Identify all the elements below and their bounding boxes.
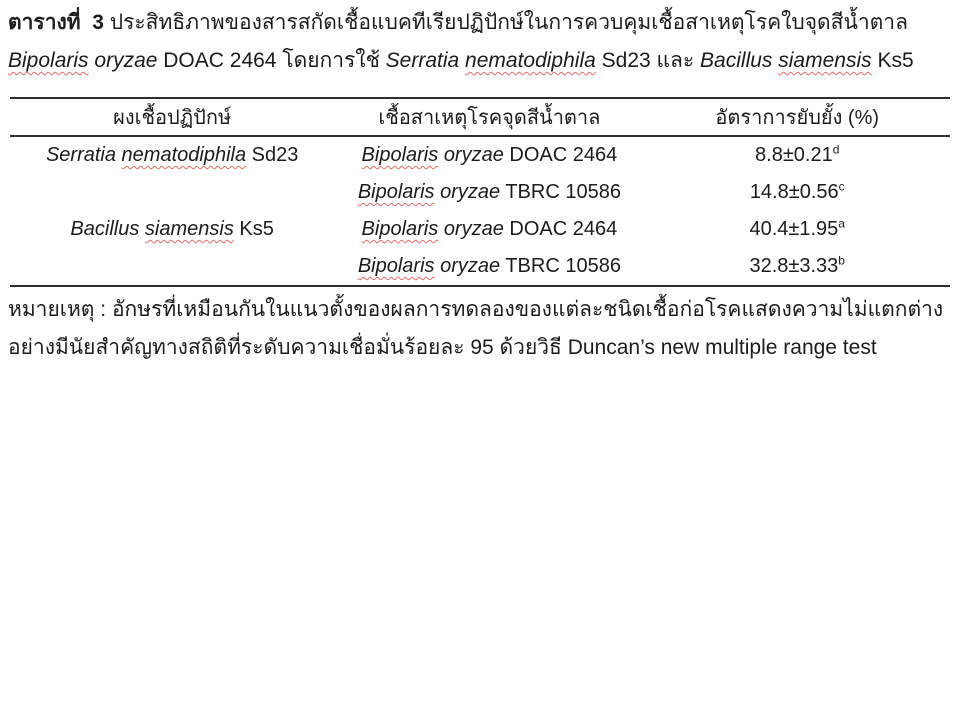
inhibition-cell xyxy=(644,181,950,204)
table-row xyxy=(10,137,950,174)
col-header-inhibition: อัตราการยับยั้ง (%) xyxy=(715,107,880,129)
significance-letter: c xyxy=(838,179,845,194)
inhibition-value: 32.8±3.33 xyxy=(749,255,839,277)
table-caption: ตารางที่ 3 ประสิทธิภาพของสารสกัดเชื้อแบคทีเรียปฏิปักษ์ในการควบคุมเชื้อสาเหตุโรคใบจุดสีน้ำตาล Bipolaris oryzae DOAC 2464 โดยการใช้ Serratia nematodiphila Sd23 และ Bacillus siamensis Ks5 xyxy=(8,11,914,72)
antagonist-cell: Bacillus siamensis Ks5 xyxy=(70,218,274,240)
col-header-pathogen: เชื้อสาเหตุโรคจุดสีน้ำตาล xyxy=(378,107,601,129)
table-row xyxy=(10,248,950,285)
significance-letter: b xyxy=(838,253,845,268)
table-row xyxy=(10,211,950,248)
significance-letter: a xyxy=(838,216,845,231)
antagonist-cell: Serratia nematodiphila Sd23 xyxy=(45,144,299,166)
inhibition-cell xyxy=(644,255,950,278)
pathogen-cell: Bipolaris oryzae TBRC 10586 xyxy=(357,181,621,203)
significance-letter: d xyxy=(832,142,840,157)
table-header-row xyxy=(10,99,950,137)
pathogen-cell: Bipolaris oryzae TBRC 10586 xyxy=(357,255,621,277)
col-header-antagonist: ผงเชื้อปฏิปักษ์ xyxy=(113,107,232,129)
inhibition-cell xyxy=(644,218,950,241)
inhibition-value: 8.8±0.21 xyxy=(755,144,833,166)
table-note: หมายเหตุ : อักษรที่เหมือนกันในแนวตั้งของผลการทดลองของแต่ละชนิดเชื้อก่อโรคแสดงความไม่แตกต่างอย่างมีนัยสำคัญทางสถิติที่ระดับความเชื่อมั่นร้อยละ 95 ด้วยวิธี Duncan’s new multiple range test xyxy=(8,298,944,359)
pathogen-cell: Bipolaris oryzae DOAC 2464 xyxy=(361,218,618,240)
inhibition-value: 40.4±1.95 xyxy=(749,218,839,240)
inhibition-value: 14.8±0.56 xyxy=(749,181,839,203)
inhibition-cell xyxy=(644,144,950,167)
table-row xyxy=(10,174,950,211)
pathogen-cell: Bipolaris oryzae DOAC 2464 xyxy=(361,144,618,166)
results-table xyxy=(10,97,950,287)
